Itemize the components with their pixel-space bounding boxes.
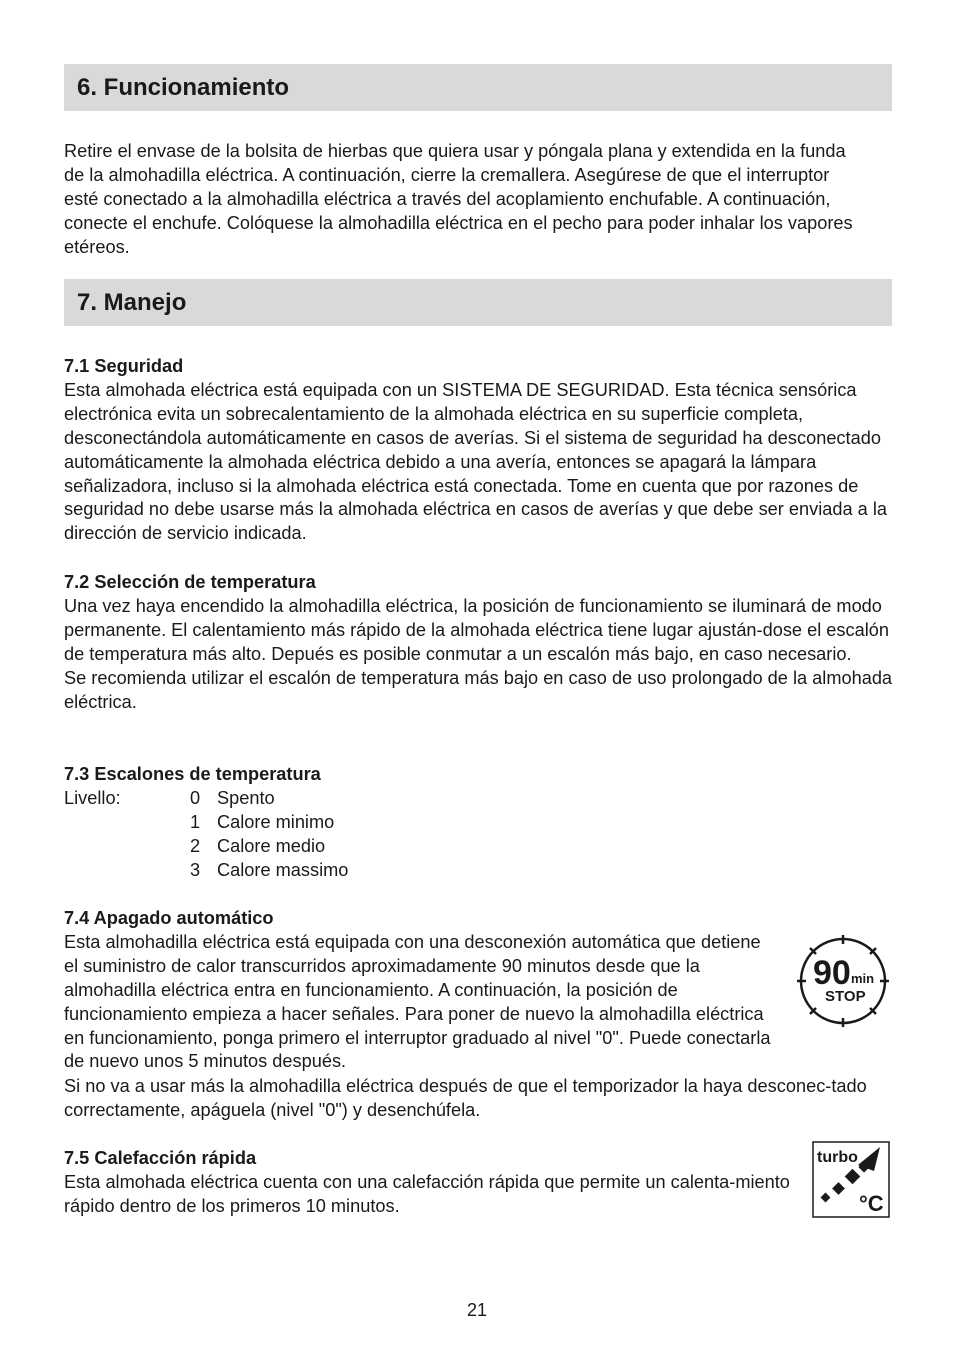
level-text: Calore medio [217, 835, 326, 856]
subsection-7-2-text-1: Una vez haya encendido la almohadilla eléctrica, la posición de funcionamiento se iluminará de modo permanente. El calentamiento más rápido de la almohada eléctrica tiene lugar ajustán-dose el escalón de temperatura más alto. Depués es posible conmutar a un escalón más bajo, en caso necesario. [64, 595, 889, 664]
level-text: Spento [217, 788, 275, 808]
turbo-heating-icon [812, 1141, 890, 1218]
celsius-unit: °C [859, 1191, 884, 1216]
temperature-levels-list [64, 787, 348, 883]
timer-unit: min [851, 971, 875, 986]
level-number: 3 [190, 859, 201, 880]
subsection-7-2-text-2: Se recomienda utilizar el escalón de temperatura más bajo en caso de uso prolongado de la almohada eléctrica. [64, 667, 893, 712]
section-6-body [64, 140, 864, 260]
subsection-7-5 [64, 1147, 794, 1219]
subsection-7-3-heading: 7.3 Escalones de temperatura [64, 764, 321, 784]
timer-stop-label: STOP [825, 988, 866, 1005]
level-number: 2 [190, 835, 201, 856]
subsection-7-4-continued [64, 1075, 894, 1123]
level-text: Calore massimo [217, 859, 349, 880]
subsection-7-4-text-1: Esta almohadilla eléctrica está equipada con una desconexión automática que detiene el suministro de calor transcurridos aproximadamente 90 minutos desde que la almohadilla eléctrica entra en funcionamiento. A continuación, la posición de funcionamiento empieza a hacer señales. Para poner de nuevo la almohadilla eléctrica en funcionamiento, ponga primero el interruptor graduado al nivel "0". Puede conectarla de nuevo unos 5 minutos después. [64, 931, 771, 1072]
subsection-7-4-heading: 7.4 Apagado automático [64, 908, 274, 928]
subsection-7-2-heading: 7.2 Selección de temperatura [64, 572, 316, 592]
section-6-title: 6. Funcionamiento [77, 73, 290, 101]
subsection-7-4 [64, 907, 774, 1074]
page-number: 21 [466, 1300, 488, 1320]
section-7-title: 7. Manejo [77, 288, 187, 316]
levels-label: Livello: [64, 788, 121, 808]
level-number: 1 [190, 811, 201, 832]
turbo-label: turbo [817, 1149, 858, 1166]
level-row [64, 835, 348, 859]
section-7-header [64, 279, 892, 326]
level-number: 0 [190, 788, 201, 808]
subsection-7-3 [64, 763, 894, 787]
subsection-7-1-text: Esta almohada eléctrica está equipada con un SISTEMA DE SEGURIDAD. Esta técnica sensórica electrónica evita un sobrecalentamiento de la almohada eléctrica en su superficie completa, desconectándola automáticamente en casos de averías. Si el sistema de seguridad ha desconectado automáticamente la almohada eléctrica debido a una avería, entonces se apagará la lámpara señalizadora, incluso si la almohada eléctrica está conectada. Tome en cuenta que por razones de seguridad no debe usarse más la almohada eléctrica en casos de averías y que debe ser enviada a la dirección de servicio indicada. [64, 379, 887, 544]
timer-90min-stop-icon [796, 934, 890, 1028]
level-text: Calore minimo [217, 811, 335, 832]
section-6-header [64, 64, 892, 111]
subsection-7-5-heading: 7.5 Calefacción rápida [64, 1148, 257, 1168]
level-row [64, 787, 348, 811]
section-6-text: Retire el envase de la bolsita de hierbas que quiera usar y póngala plana y extendida en la funda de la almohadilla eléctrica. A continuación, cierre la cremallera. Asegúrese de que el interruptor esté conectado a la almohadilla eléctrica a través del acoplamiento enchufable. A continuación, conecte el enchufe. Colóquese la almohadilla eléctrica en el pecho para poder inhalar los vapores etéreos. [64, 141, 853, 257]
subsection-7-2 [64, 571, 894, 714]
timer-value: 90 [813, 954, 851, 992]
subsection-7-1-heading: 7.1 Seguridad [64, 356, 184, 376]
subsection-7-4-text-2: Si no va a usar más la almohadilla eléctrica después de que el temporizador la haya desconec-tado correctamente, apáguela (nivel "0") y desenchúfela. [64, 1076, 867, 1120]
subsection-7-1 [64, 355, 890, 546]
subsection-7-5-text: Esta almohada eléctrica cuenta con una calefacción rápida que permite un calenta-miento rápido dentro de los primeros 10 minutos. [64, 1171, 790, 1216]
level-row [64, 811, 348, 835]
level-row [64, 859, 348, 883]
